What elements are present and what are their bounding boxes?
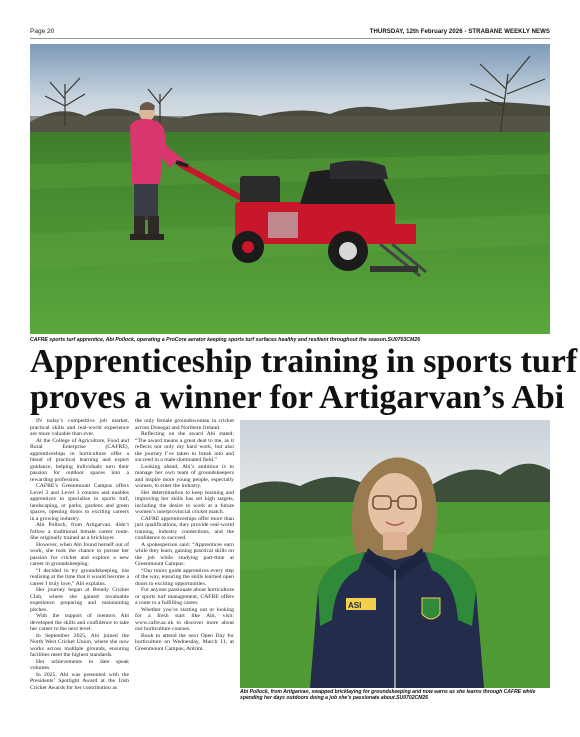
paragraph: Her achievements to date speak volumes. — [30, 658, 129, 671]
aerator-illustration — [30, 44, 550, 334]
page-header — [30, 25, 550, 39]
photo-portrait — [240, 420, 550, 688]
article-column-2 — [135, 418, 234, 652]
photo-caption-top: CAFRE sports turf apprentice, Abi Pollock, operating a ProCore aerator keeping sports turf surfaces healthy and resilient throughout the season.SU0703CM26 — [30, 337, 421, 343]
headline-line-1: Apprenticeship training in sports turf — [30, 343, 578, 380]
paragraph: Reflecting on the award Abi stated: “The award means a great deal to me, as it reflects not only my hard work, but also the journey I’ve taken to break into and succeed in a male-dominated field.” — [135, 431, 234, 463]
paragraph: IN today’s competitive job market, practical skills and real-world experience are more valuable than ever. — [30, 418, 129, 437]
paragraph: Her determination to keep learning and improving her skills has set high targets, including the desire to work at a future women’s interprovincial cricket match. — [135, 489, 234, 515]
paragraph: In September 2025, Abi joined the North West Cricket Union, where she now works across multiple grounds, ensuring facilities meet the highest standards. — [30, 632, 129, 658]
paragraph: CAFRE apprenticeships offer more than just qualifications, they provide real-world training, industry connections, and the confidence to succeed. — [135, 515, 234, 541]
paragraph: Her journey began at Bready Cricket Club, where she gained invaluable experience preparing and maintaining pitches. — [30, 587, 129, 613]
paragraph: CAFRE’s Greenmount Campus offers Level 2 and Level 3 courses and enables apprentices to specialise in sports turf, landscaping, or parks, gardens and green spaces, opening doors to exciting careers in a growing industry. — [30, 483, 129, 522]
article-column-1 — [30, 418, 129, 691]
paragraph: At the College of Agriculture, Food and Rural Enterprise (CAFRE), apprenticeships in horticulture offer a blend of practical learning and expert guidance, helping individuals turn their passion for outdoor spaces into a rewarding profession. — [30, 437, 129, 483]
paragraph: A spokesperson said: “Apprentices earn while they learn, gaining practical skills on the job while studying part-time at Greenmount Campus. — [135, 541, 234, 567]
paragraph: the only female groundswoman in cricket across Donegal and Northern Ireland. — [135, 418, 234, 431]
paragraph: Abi Pollock, from Artigarvan, didn’t follow a traditional female career route. She originally trained as a bricklayer. — [30, 522, 129, 541]
paragraph: “Our tutors guide apprentices every step of the way, ensuring the skills learned open doors to exciting opportunities. — [135, 567, 234, 587]
headline — [30, 343, 578, 416]
paragraph: For anyone passionate about horticulture or sports turf management, CAFRE offers a route to a fulfilling career. — [135, 587, 234, 606]
issue-line: THURSDAY, 12th February 2026 - STRABANE WEEKLY NEWS — [369, 28, 550, 35]
paragraph: Book to attend the next Open Day for horticulture on Wednesday, March 11, at Greenmount Campus, Antrim. — [135, 632, 234, 652]
headline-line-2: proves a winner for Artigarvan’s Abi — [30, 379, 565, 416]
paragraph: However, when Abi found herself out of work, she took the chance to pursue her passion for cricket and explore a new career in groundskeeping. — [30, 541, 129, 567]
paragraph: Whether you’re starting out or looking for a fresh start like Abi, visit: www.cafre.ac.uk to discover more about our horticulture courses. — [135, 606, 234, 632]
photo-caption-portrait: Abi Pollock, from Artigarvan, swapped bricklaying for groundskeeping and now earns as she learns through CAFRE while spending her days outdoors doing a job she’s passionate about.SU0702CM26 — [240, 689, 536, 701]
sponsor-logo: ASI — [348, 601, 362, 610]
paragraph: In 2025, Abi was presented with the Presidents’ Spotlight Award at the Irish Cricket Awards for her contribution as — [30, 671, 129, 691]
photo-aerator — [30, 44, 550, 334]
paragraph: “I decided to try groundskeeping, not realising at the time that it would become a career I truly love,” Abi explains. — [30, 567, 129, 587]
page-number: Page 20 — [30, 28, 55, 35]
portrait-illustration — [240, 420, 550, 688]
paragraph: Looking ahead, Abi’s ambition is to manage her own team of groundskeepers and inspire more young people, especially women, to enter the industry. — [135, 463, 234, 489]
paragraph: With the support of mentors Abi developed the skills and confidence to take her career to the next level. — [30, 613, 129, 632]
